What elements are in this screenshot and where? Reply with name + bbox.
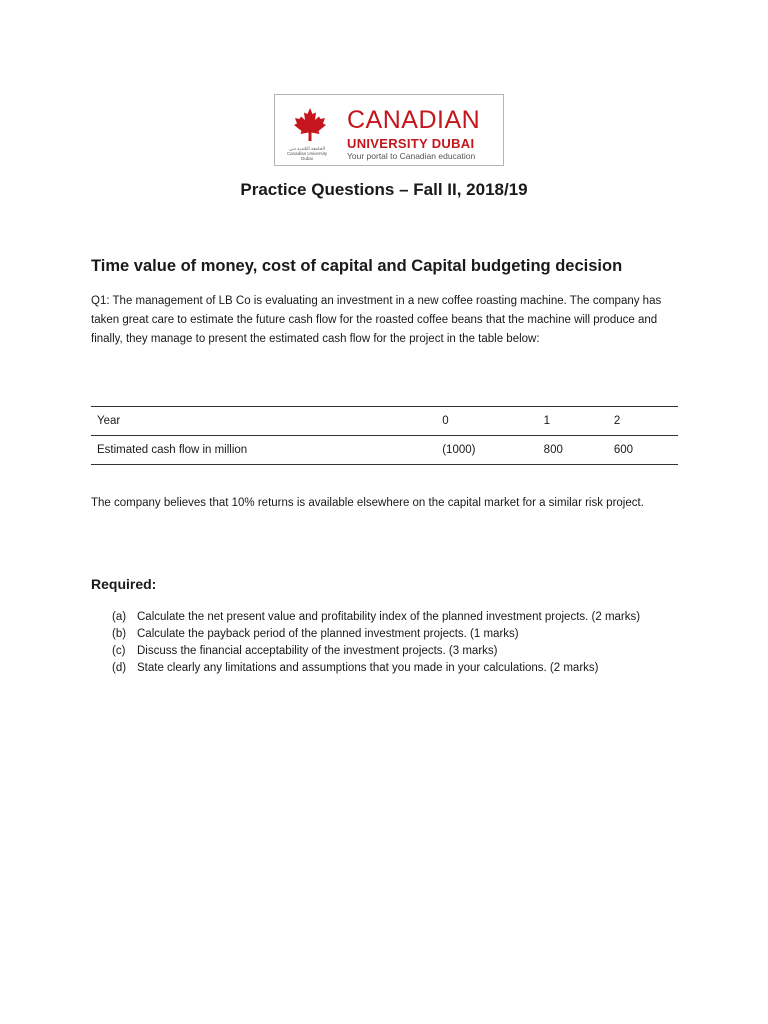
list-item [112, 660, 682, 677]
table-cell: 1 [538, 407, 608, 436]
list-item [112, 609, 682, 626]
table-cell: Year [91, 407, 436, 436]
table-cell: 2 [608, 407, 678, 436]
list-item-text: State clearly any limitations and assumptions that you made in your calculations. (2 marks) [137, 662, 599, 674]
logo-sub-caption: الجامعة الكندية دبي Canadian University Dubai [286, 146, 328, 161]
list-item-label: (b) [112, 628, 127, 640]
university-logo [274, 94, 504, 166]
question-text: Q1: The management of LB Co is evaluating an investment in a new coffee roasting machine. The company has taken great care to estimate the future cash flow for the roasted coffee beans that the machine will produce and finally, they manage to present the estimated cash flow for the project in the table below: [91, 295, 662, 345]
page-title: Practice Questions – Fall II, 2018/19 [240, 180, 528, 199]
table-cell: 0 [436, 407, 537, 436]
maple-leaf-icon [293, 107, 327, 143]
table-cell: Estimated cash flow in million [91, 436, 436, 465]
list-item [112, 643, 682, 660]
cash-flow-table [91, 406, 678, 465]
list-item [112, 626, 682, 643]
list-item-label: (d) [112, 662, 127, 674]
list-item-label: (a) [112, 611, 127, 623]
table-header-row [91, 407, 678, 436]
table-cell: 600 [608, 436, 678, 465]
logo-tagline: Your portal to Canadian education [347, 151, 476, 161]
list-item-text: Calculate the payback period of the planned investment projects. (1 marks) [137, 628, 519, 640]
list-item-label: (c) [112, 645, 126, 657]
table-row [91, 436, 678, 465]
market-return-text: The company believes that 10% returns is available elsewhere on the capital market for a similar risk project. [91, 497, 644, 509]
list-item-text: Discuss the financial acceptability of the investment projects. (3 marks) [137, 645, 498, 657]
table-cell: 800 [538, 436, 608, 465]
list-item-text: Calculate the net present value and profitability index of the planned investment projects. (2 marks) [137, 611, 641, 623]
logo-name-line2: UNIVERSITY DUBAI [347, 136, 475, 151]
required-heading: Required: [91, 576, 157, 592]
table-cell: (1000) [436, 436, 537, 465]
requirements-list [112, 609, 682, 677]
section-heading: Time value of money, cost of capital and Capital budgeting decision [91, 257, 623, 275]
logo-name-line1: CANADIAN [347, 106, 481, 134]
